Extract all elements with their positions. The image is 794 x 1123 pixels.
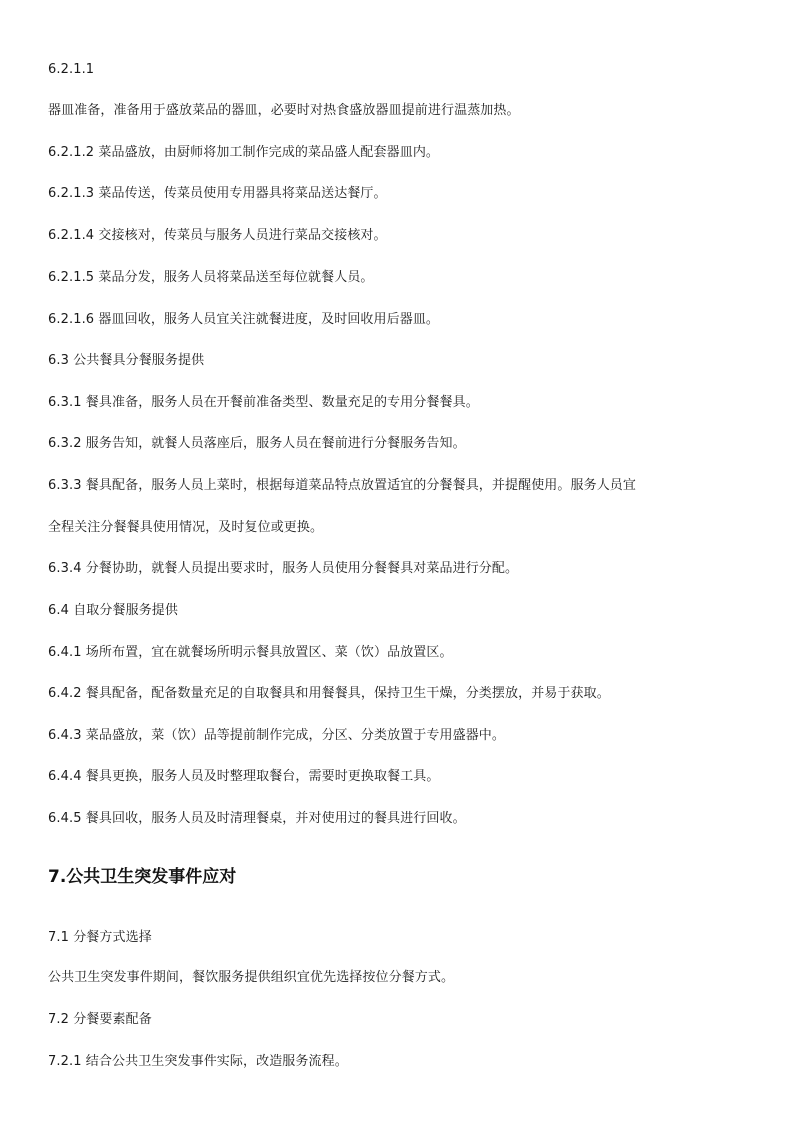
text-line-6-3-3: 6.3.3 餐具配备，服务人员上菜时，根据每道菜品特点放置适宜的分餐餐具，并提醒使用。服务人员宜 bbox=[48, 478, 637, 493]
section-heading-7: 7.公共卫生突发事件应对 bbox=[48, 867, 237, 887]
text-line-6-4-1: 6.4.1 场所布置，宜在就餐场所明示餐具放置区、菜（饮）品放置区。 bbox=[48, 645, 453, 660]
text-line-6-3-4: 6.3.4 分餐协助，就餐人员提出要求时，服务人员使用分餐餐具对菜品进行分配。 bbox=[48, 561, 519, 576]
subsection-title-7-2: 7.2 分餐要素配备 bbox=[48, 1012, 152, 1027]
text-line-6-2-1-6: 6.2.1.6 器皿回收，服务人员宜关注就餐进度，及时回收用后器皿。 bbox=[48, 312, 440, 327]
text-line-7-2-1: 7.2.1 结合公共卫生突发事件实际，改造服务流程。 bbox=[48, 1054, 348, 1069]
text-line-6-2-1-4: 6.2.1.4 交接核对，传菜员与服务人员进行菜品交接核对。 bbox=[48, 228, 387, 243]
subsection-title-6-3: 6.3 公共餐具分餐服务提供 bbox=[48, 353, 205, 368]
text-line-6-4-5: 6.4.5 餐具回收，服务人员及时清理餐桌，并对使用过的餐具进行回收。 bbox=[48, 811, 466, 826]
text-line-7-1-body: 公共卫生突发事件期间，餐饮服务提供组织宜优先选择按位分餐方式。 bbox=[48, 970, 455, 985]
text-line-6-2-1-2: 6.2.1.2 菜品盛放，由厨师将加工制作完成的菜品盛人配套器皿内。 bbox=[48, 145, 440, 160]
text-line-6-2-1-5: 6.2.1.5 菜品分发，服务人员将菜品送至每位就餐人员。 bbox=[48, 270, 374, 285]
text-line-6-2-1-1-number: 6.2.1.1 bbox=[48, 62, 95, 77]
subsection-title-6-4: 6.4 自取分餐服务提供 bbox=[48, 603, 179, 618]
text-line-6-2-1-1-body: 器皿准备，准备用于盛放菜品的器皿，必要时对热食盛放器皿提前进行温蒸加热。 bbox=[48, 103, 520, 118]
text-line-6-2-1-3: 6.2.1.3 菜品传送，传菜员使用专用器具将菜品送达餐厅。 bbox=[48, 186, 387, 201]
text-line-6-4-3: 6.4.3 菜品盛放，菜（饮）品等提前制作完成，分区、分类放置于专用盛器中。 bbox=[48, 728, 506, 743]
text-line-6-3-3-continued: 全程关注分餐餐具使用情况，及时复位或更换。 bbox=[48, 520, 324, 535]
text-line-6-3-1: 6.3.1 餐具准备，服务人员在开餐前准备类型、数量充足的专用分餐餐具。 bbox=[48, 395, 479, 410]
subsection-title-7-1: 7.1 分餐方式选择 bbox=[48, 930, 152, 945]
text-line-6-4-2: 6.4.2 餐具配备，配备数量充足的自取餐具和用餐餐具，保持卫生干燥，分类摆放，并易于获取。 bbox=[48, 686, 610, 701]
text-line-6-4-4: 6.4.4 餐具更换，服务人员及时整理取餐台，需要时更换取餐工具。 bbox=[48, 769, 440, 784]
text-line-6-3-2: 6.3.2 服务告知，就餐人员落座后，服务人员在餐前进行分餐服务告知。 bbox=[48, 436, 466, 451]
